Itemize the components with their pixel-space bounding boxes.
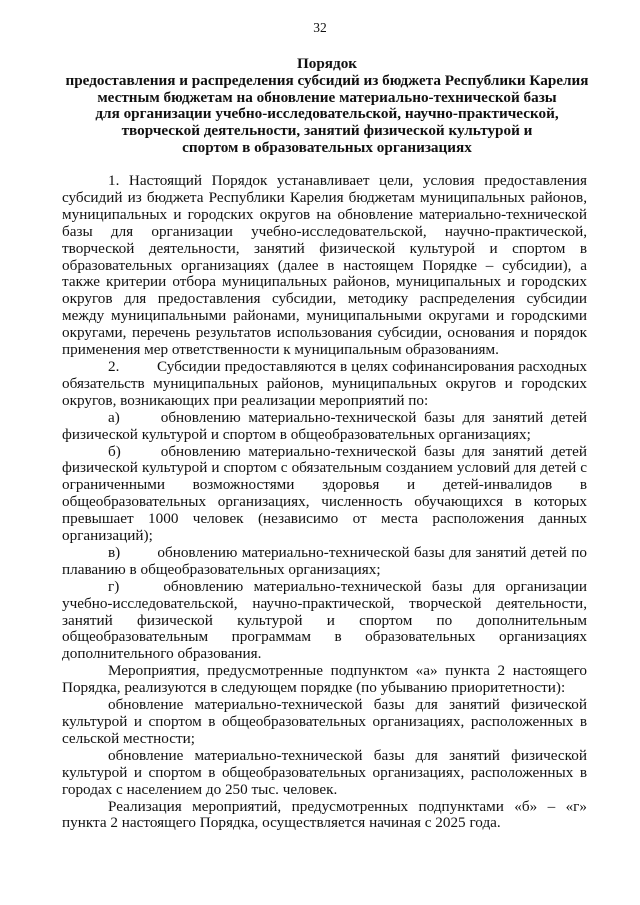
paragraph-1	[62, 173, 587, 359]
subitem-label: в)	[108, 543, 121, 561]
paragraph-text: Мероприятия, предусмотренные подпунктом «а» пункта 2 настоящего Порядка, реализуются в следующем порядке (по убыванию приоритетности):	[62, 662, 587, 697]
document-title	[62, 56, 592, 157]
paragraph-priority-2	[62, 748, 587, 799]
paragraph-2	[62, 359, 587, 410]
paragraph-priority-1	[62, 697, 587, 748]
subitem-text: обновлению материально-технической базы для занятий детей по плаванию в общеобразовательных организациях;	[62, 543, 587, 578]
subitem-text: обновлению материально-технической базы для занятий детей физической культурой и спортом в общеобразовательных организациях;	[62, 408, 587, 443]
paragraph-text: обновление материально-технической базы для занятий физической культурой и спортом в общеобразовательных организациях, расположенных в сельской местности;	[62, 696, 587, 747]
subitem-label: б)	[108, 442, 121, 460]
title-line: Порядок	[296, 55, 358, 72]
paragraph-priority	[62, 663, 587, 697]
paragraph-text: Субсидии предоставляются в целях софинансирования расходных обязательств муниципальных районов, муниципальных округов и городских округов, возникающих при реализации мероприятий по:	[62, 357, 587, 409]
title-line: предоставления и распределения субсидий из бюджета Республики Карелия	[65, 71, 589, 89]
paragraph-text: обновление материально-технической базы для занятий физической культурой и спортом в общеобразовательных организациях, расположенных в городах с населением до 250 тыс. человек.	[62, 746, 587, 798]
paragraph-implementation	[62, 799, 587, 833]
subitem-a	[62, 410, 587, 444]
page-number: 32	[313, 20, 327, 35]
subitem-text: обновлению материально-технической базы для организации учебно-исследовательской, научно-практической, творческой деятельности, занятий физической культурой и спортом по дополнительным общеобразовательным программам в образовательных организациях дополнительного образования.	[62, 577, 588, 663]
paragraph-text: 1. Настоящий Порядок устанавливает цели, условия предоставления субсидий из бюджета Республики Карелия бюджетам муниципальных районов, муниципальных и городских округов на обновление материально-технической базы для организации учебно-исследовательской, научно-практической, творческой деятельности, занятий физической культурой и спортом в образовательных организациях (далее в настоящем Порядке – субсидии), а также критерии отбора муниципальных районов, муниципальных и городских округов для предоставления субсидии, методику распределения субсидии между муниципальными районами, муниципальными округами и городскими округами, перечень результатов использования субсидии, основания и порядок применения мер ответственности к муниципальным образованиям.	[62, 172, 587, 359]
subitem-label: г)	[108, 577, 120, 595]
subitem-b	[62, 444, 587, 545]
subitem-g	[62, 579, 587, 664]
paragraph-text: Реализация мероприятий, предусмотренных подпунктами «б» – «г» пункта 2 настоящего Порядка, осуществляется начиная с 2025 года.	[62, 797, 587, 832]
paragraph-label: 2.	[108, 357, 120, 375]
document-body	[62, 173, 587, 832]
subitem-label: а)	[108, 408, 120, 426]
title-line: местным бюджетам на обновление материально-технической базы	[97, 88, 557, 106]
subitem-v	[62, 545, 587, 579]
title-line: творческой деятельности, занятий физической культурой и	[121, 122, 533, 140]
title-line: спортом в образовательных организациях	[182, 138, 472, 156]
subitem-text: обновлению материально-технической базы для занятий детей физической культурой и спортом с обязательным созданием условий для детей с ограниченными возможностями здоровья и детей-инвалидов в общеобразовательных организациях, численность обучающихся в которых превышает 1000 человек (независимо от места расположения данных организаций);	[62, 442, 587, 545]
title-line: для организации учебно-исследовательской, научно-практической,	[95, 105, 559, 123]
